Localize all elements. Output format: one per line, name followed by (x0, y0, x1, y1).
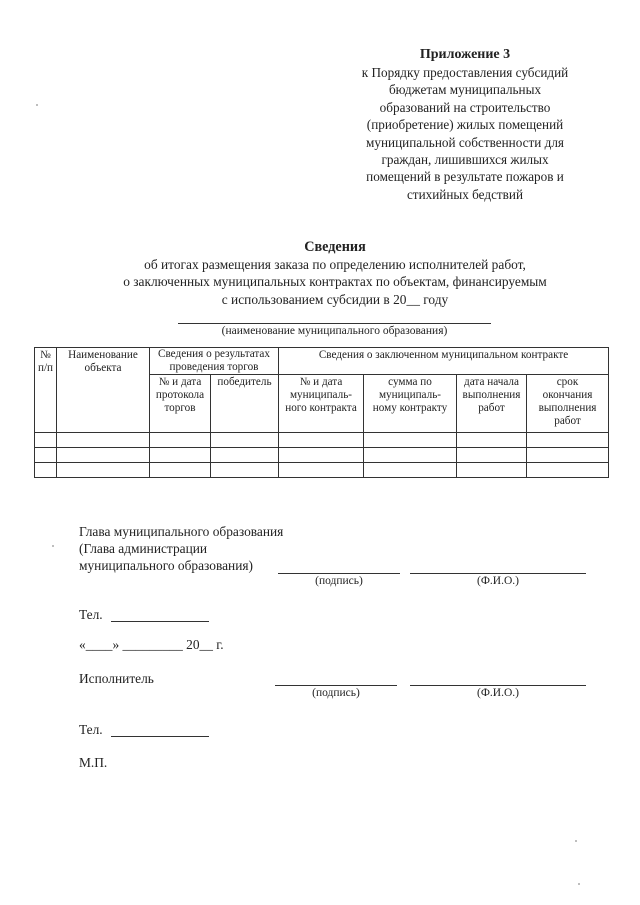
heading-line: об итогах размещения заказа по определению исполнителей работ, (144, 257, 526, 273)
header-tender-group: Сведения о результатах проведения торгов (150, 348, 279, 375)
header-protocol: № и дата протокола торгов (150, 375, 211, 433)
appendix-line: помещений в результате пожаров и (366, 169, 564, 185)
appendix-line: граждан, лишившихся жилых (381, 152, 549, 168)
document-heading (60, 239, 610, 308)
appendix-line: (приобретение) жилых помещений (366, 117, 564, 133)
executor-signature-caption: (подпись) (312, 687, 360, 699)
header-object: Наименование объекта (57, 348, 150, 433)
appendix-block (330, 46, 600, 203)
header-end: срок окончания выполнения работ (527, 375, 609, 433)
head-fio-caption: (Ф.И.О.) (477, 575, 519, 587)
document-title: Сведения (304, 239, 366, 255)
heading-line: с использованием субсидии в 20__ году (221, 291, 449, 307)
header-num: № п/п (35, 348, 57, 433)
tel-label-executor: Тел. (79, 722, 103, 737)
appendix-title: Приложение 3 (419, 47, 511, 62)
tel-line-executor (111, 736, 209, 737)
executor-fio-line (410, 685, 586, 686)
head-signature-caption: (подпись) (315, 575, 363, 587)
head-label-line3: муниципального образования) (79, 558, 254, 573)
appendix-line: стихийных бедствий (406, 186, 524, 202)
municipality-caption: (наименование муниципального образования) (221, 325, 448, 337)
scan-speck (52, 545, 54, 547)
head-signature-line (278, 573, 400, 574)
table-row (35, 448, 609, 463)
header-sum: сумма по муниципаль-ному контракту (364, 375, 457, 433)
header-winner: победитель (211, 375, 279, 433)
table-header-row (35, 348, 609, 375)
head-fio-line (410, 573, 586, 574)
scan-speck (36, 104, 38, 106)
stamp-label: М.П. (79, 755, 108, 770)
appendix-line: к Порядку предоставления субсидий (361, 65, 569, 80)
header-contract-group: Сведения о заключенном муниципальном контракте (279, 348, 609, 375)
table-row (35, 433, 609, 448)
appendix-line: образований на строительство (379, 99, 551, 115)
head-label-line2: (Глава администрации (79, 541, 208, 556)
table-row (35, 463, 609, 478)
heading-line: о заключенных муниципальных контрактах по объектам, финансируемым (123, 274, 547, 290)
appendix-line: бюджетам муниципальных (388, 82, 542, 98)
municipality-underline (178, 323, 491, 324)
date-field: «____» _________ 20__ г. (79, 637, 224, 652)
tel-label: Тел. (79, 607, 103, 622)
head-label-line1: Глава муниципального образования (79, 524, 284, 539)
header-start: дата начала выполнения работ (457, 375, 527, 433)
scan-speck (578, 883, 580, 885)
executor-label: Исполнитель (79, 671, 154, 686)
report-table (34, 347, 609, 478)
head-signature-block (79, 523, 283, 574)
executor-signature-line (275, 685, 397, 686)
header-contract-num: № и дата муниципаль-ного контракта (279, 375, 364, 433)
appendix-line: муниципальной собственности для (366, 134, 564, 150)
scan-speck (575, 840, 577, 842)
executor-fio-caption: (Ф.И.О.) (477, 687, 519, 699)
tel-line (111, 621, 209, 622)
